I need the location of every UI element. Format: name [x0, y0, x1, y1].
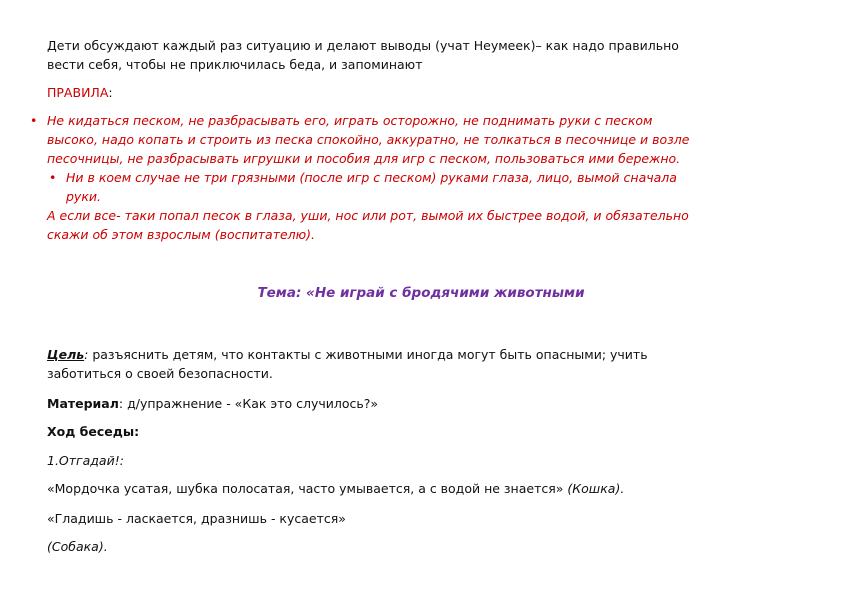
- goal-line-1: разъяснить детям, что контакты с животными иногда могут быть опасными; учить: [88, 347, 648, 362]
- intro-line-1: Дети обсуждают каждый раз ситуацию и делают выводы (учат Неумеек)– как надо правильно: [47, 38, 679, 53]
- rules-heading: [47, 83, 787, 102]
- rules-heading-colon: :: [108, 85, 113, 100]
- riddle-1-text: «Мордочка усатая, шубка полосатая, часто умывается, а с водой не знается»: [47, 481, 564, 496]
- bullet-icon: •: [30, 113, 38, 128]
- rule-item-1-line-1: Не кидаться песком, не разбрасывать его, играть осторожно, не поднимать руки с песком: [47, 113, 653, 128]
- rule-item-2-line-1: Ни в коем случае не три грязными (после игр с песком) руками глаза, лицо, вымой сначала: [66, 170, 677, 185]
- riddle-1: [47, 479, 787, 498]
- rule-item-2-line-2: руки.: [66, 189, 101, 204]
- intro-line-2: вести себя, чтобы не приключилась беда, и запоминают: [47, 57, 423, 72]
- topic-title: Тема: «Не играй с бродячими животными: [257, 285, 585, 301]
- material-label: Материал: [47, 396, 119, 411]
- intro-paragraph: [47, 36, 787, 74]
- material-text: : д/упражнение - «Как это случилось?»: [118, 396, 379, 411]
- conversation-heading: Ход беседы:: [47, 424, 140, 439]
- riddle-1-answer: (Кошка).: [567, 481, 625, 496]
- bullet-icon: •: [49, 170, 57, 185]
- material-paragraph: [47, 394, 787, 413]
- riddles-heading: 1.Отгадай!:: [47, 453, 124, 468]
- goal-label-colon: :: [84, 347, 89, 362]
- riddle-2-answer: (Собака).: [47, 539, 108, 554]
- rules-heading-text: ПРАВИЛА: [47, 85, 109, 100]
- rule-extra-line-2: скажи об этом взрослым (воспитателю).: [47, 227, 316, 242]
- goal-paragraph: [47, 345, 787, 383]
- rule-extra-line-1: А если все- таки попал песок в глаза, уши, нос или рот, вымой их быстрее водой, и обязательно: [47, 208, 689, 223]
- rule-item-2: [49, 168, 786, 206]
- rule-item-1-line-2: высоко, надо копать и строить из песка спокойно, аккуратно, не толкаться в песочнице и возле: [47, 132, 690, 147]
- rule-item-1-line-3: песочницы, не разбрасывать игрушки и пособия для игр с песком, пользоваться ими бережно.: [47, 151, 681, 166]
- riddle-2-text: «Гладишь - ласкается, дразнишь - кусается»: [47, 511, 346, 526]
- goal-label: Цель: [47, 347, 85, 362]
- rule-extra: [47, 206, 787, 244]
- rule-item-1: [30, 111, 787, 168]
- goal-line-2: заботиться о своей безопасности.: [47, 366, 273, 381]
